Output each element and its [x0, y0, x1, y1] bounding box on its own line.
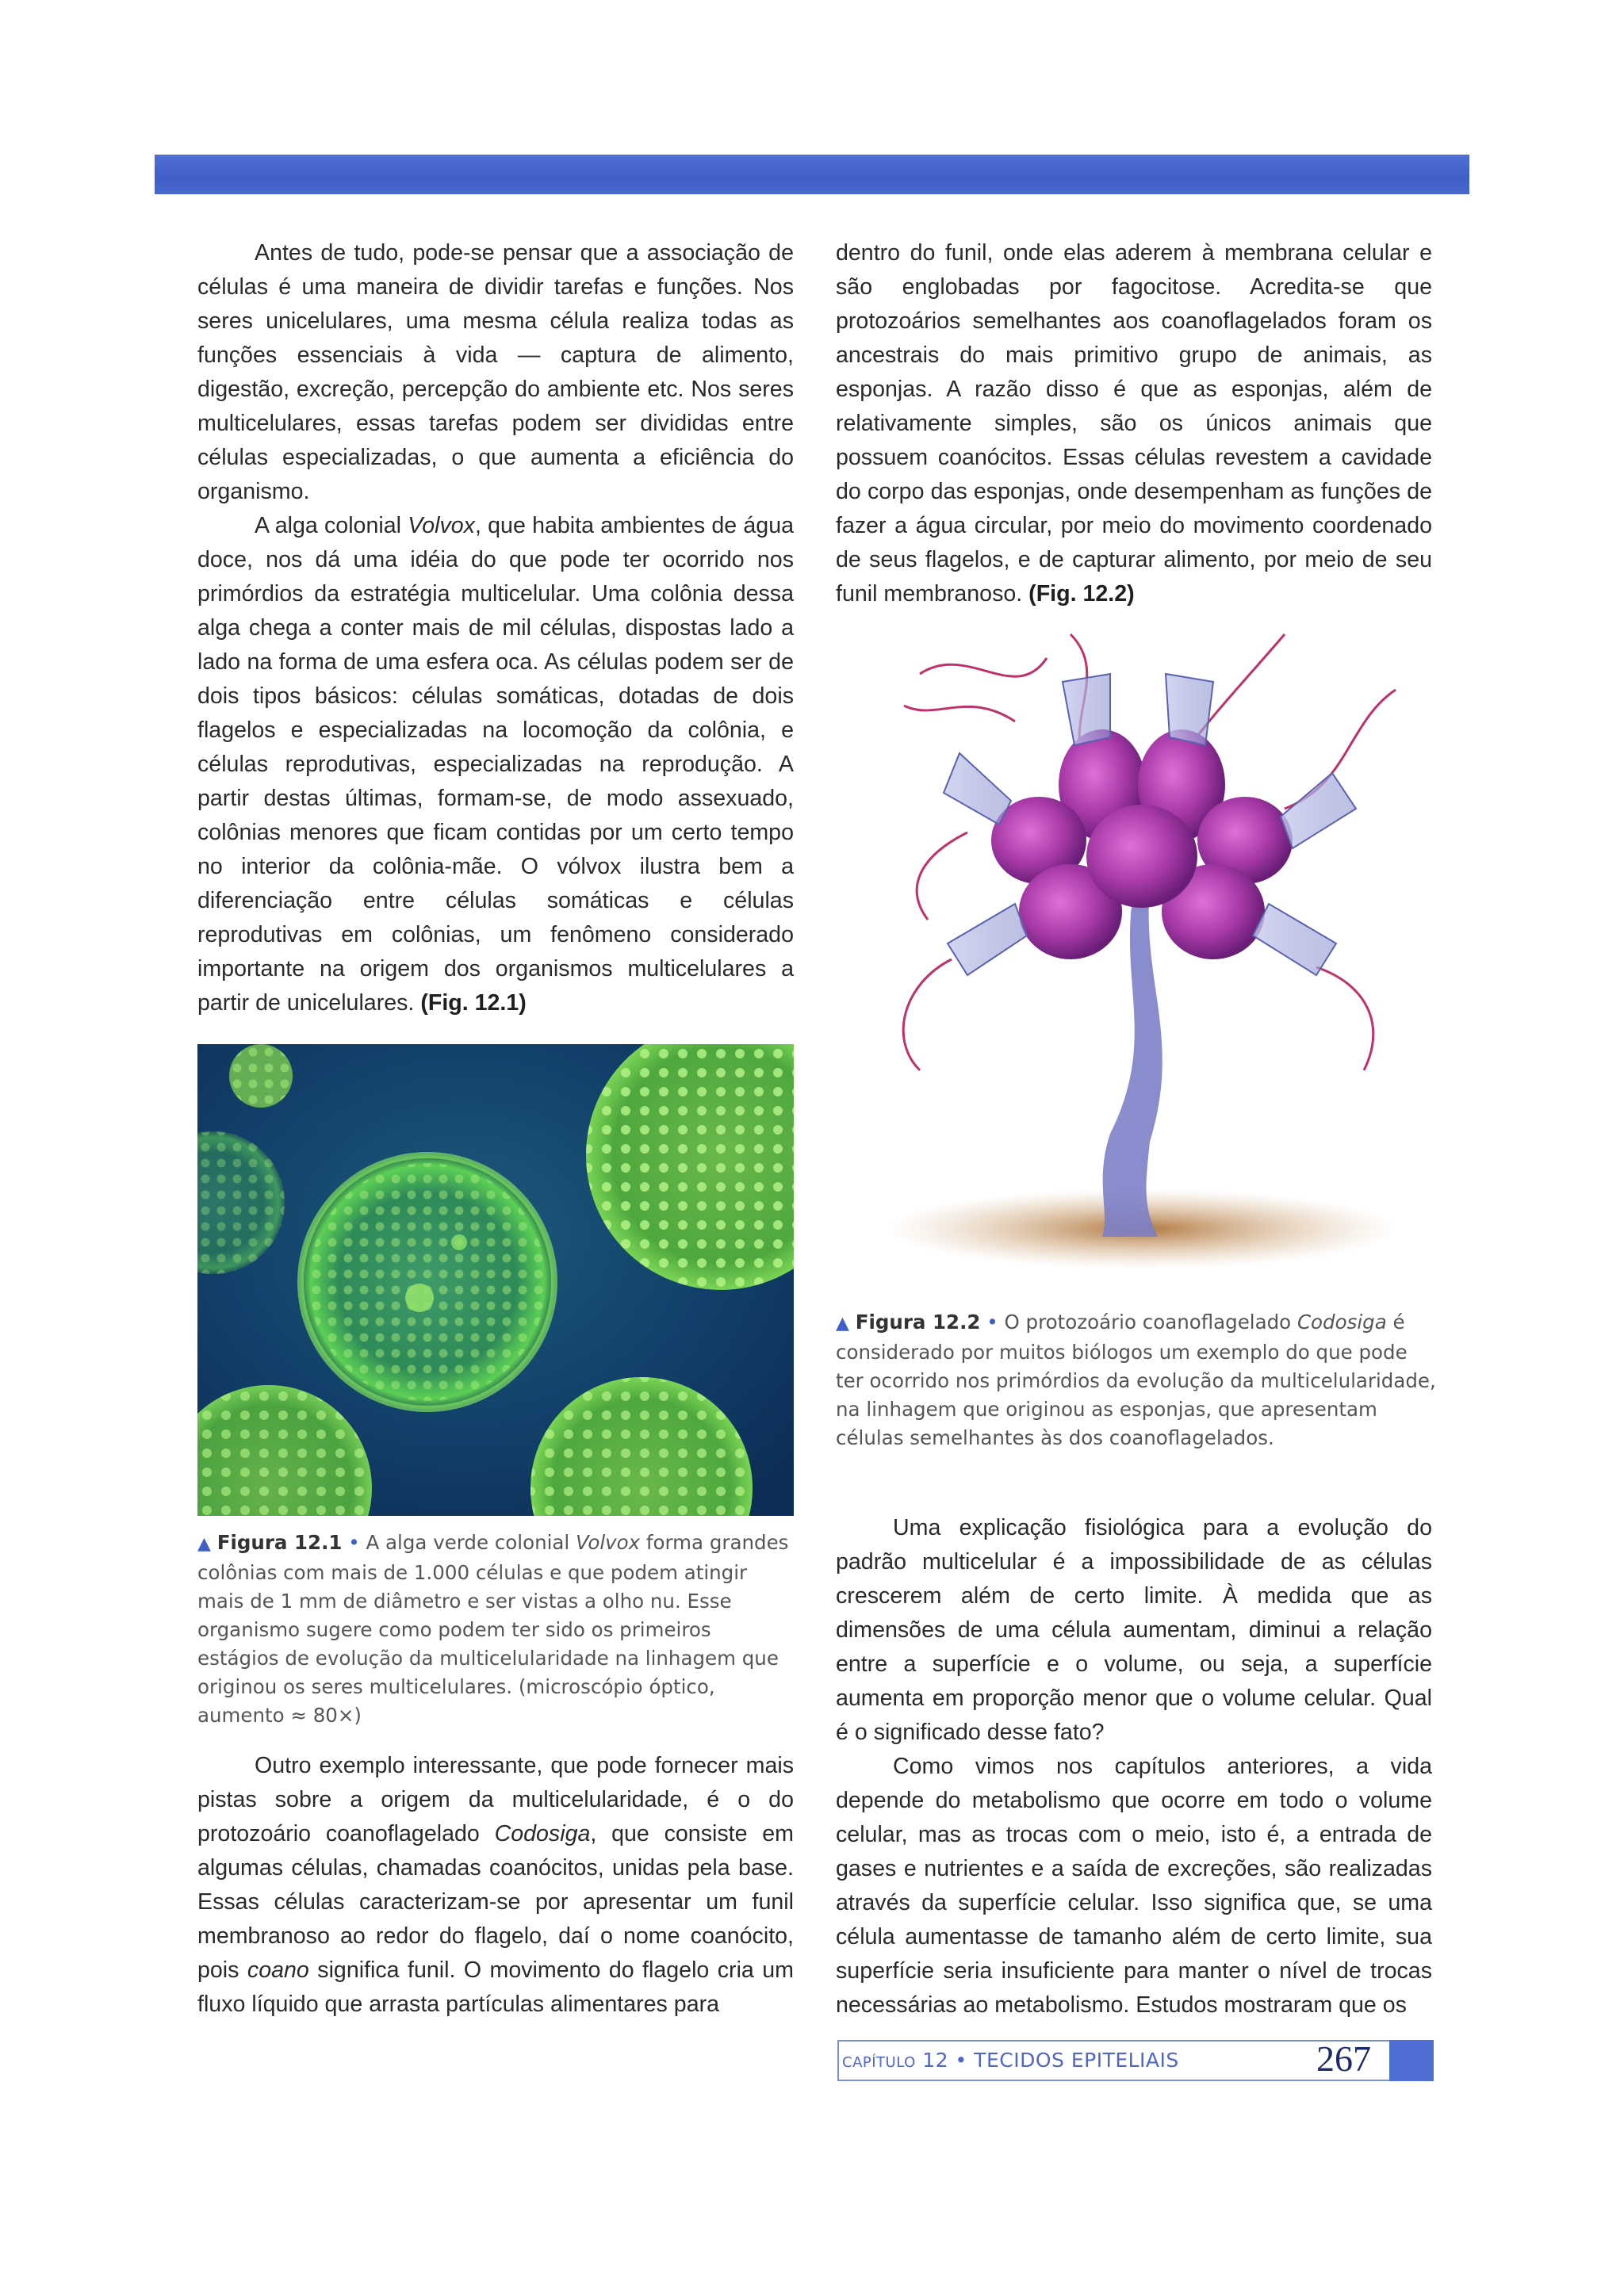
right-column-bottom [836, 1511, 1432, 2022]
paragraph-volvox: A alga colonial Volvox, que habita ambientes de água doce, nos dá uma idéia do que pode ter ocorrido nos primórdios da estratégia multicelular. Uma colônia dessa alga chega a conter mais de mil células, dispostas lado a lado na forma de uma esfera oca. As células podem ser de dois tipos básicos: células somáticas, dotadas de dois flagelos e especializadas na locomoção da colônia, e células reprodutivas, especializadas na reprodução. A partir destas últimas, formam-se, de modo assexuado, colônias menores que ficam contidas por um certo tempo no interior da colônia-mãe. O vólvox ilustra bem a diferenciação entre células somáticas e células reprodutivas em colônias, um fenômeno considerado importante na origem dos organismos multicelulares a partir de unicelulares. (Fig. 12.1) [197, 513, 794, 1016]
bullet-icon: • [348, 1531, 360, 1554]
top-color-band [155, 155, 1469, 194]
caption-triangle-icon: ▲ [197, 1534, 211, 1554]
paragraph-physiology: Uma explicação fisiológica para a evolução do padrão multicelular é a impossibilidade de as células crescerem além de certo limite. À medida que as dimensões de uma célula aumentam, diminui a relação entre a superfície e o volume, ou seja, a superfície aumenta em proporção menor que o volume celular. Qual é o significado desse fato? [836, 1515, 1432, 1745]
paragraph-codosiga: Outro exemplo interessante, que pode fornecer mais pistas sobre a origem da multicelularidade, é o do protozoário coanoflagelado Codosiga, que consiste em algumas células, chamadas coanócitos, unidas pela base. Essas células caracterizam-se por apresentar um funil membranoso ao redor do flagelo, daí o nome coanócito, pois coano significa funil. O movimento do flagelo cria um fluxo líquido que arrasta partículas alimentares para [197, 1753, 794, 2017]
page-number: 267 [1316, 2038, 1371, 2079]
footer-color-block [1389, 2040, 1434, 2081]
figure-12-1-label: Figura 12.1 [216, 1531, 343, 1554]
bullet-icon: • [986, 1311, 998, 1334]
figure-12-1-caption: ▲ Figura 12.1 • A alga verde colonial Volvox forma grandes colônias com mais de 1.000 células e que podem atingir mais de 1 mm de diâmetro e ser vistas a olho nu. Esse organismo sugere como podem ter sido os primeiros estágios de evolução da multicelularidade na linhagem que originou os seres multicelulares. (microscópio óptico, aumento ≈ 80×) [197, 1531, 789, 1727]
paragraph-metabolism: Como vimos nos capítulos anteriores, a vida depende do metabolismo que ocorre em todo o volume celular, mas as trocas com o meio, isto é, a entrada de gases e nutrientes e a saída de excreções, são realizadas através da superfície celular. Isso significa que, se uma célula aumentasse de tamanho além de certo limite, sua superfície seria insuficiente para manter o nível de trocas necessárias ao metabolismo. Estudos mostraram que os [836, 1754, 1432, 2018]
fig-ref-12-2: (Fig. 12.2) [1028, 581, 1135, 607]
codosiga-illustration [872, 626, 1411, 1292]
caption-triangle-icon: ▲ [836, 1314, 849, 1334]
paragraph-funnel: dentro do funil, onde elas aderem à membrana celular e são englobadas por fagocitose. Acredita-se que protozoários semelhantes aos coanoflagelados foram os ancestrais do mais primitivo grupo de animais, as esponjas. A razão disso é que as esponjas, além de relativamente simples, são os únicos animais que possuem coanócitos. Essas células revestem a cavidade do corpo das esponjas, onde desempenham as funções de fazer a água circular, por meio do movimento coordenado de seus flagelos, e de capturar alimento, por meio de seu funil membranoso. (Fig. 12.2) [836, 240, 1432, 607]
left-column-bottom [197, 1749, 794, 2022]
fig-ref-12-1: (Fig. 12.1) [420, 990, 527, 1016]
paragraph-cell-association: Antes de tudo, pode-se pensar que a associação de células é uma maneira de dividir tarefas e funções. Nos seres unicelulares, uma mesma célula realiza todas as funções essenciais à vida — captura de alimento, digestão, excreção, percepção do ambiente etc. Nos seres multicelulares, essas tarefas podem ser divididas entre células especializadas, o que aumenta a eficiência do organismo. [197, 240, 794, 504]
figure-12-2-caption: ▲ Figura 12.2 • O protozoário coanoflagelado Codosiga é considerado por muitos biólogos um exemplo do que pode ter ocorrido nos primórdios da evolução da multicelularidade, na linhagem que originou as esponjas, que apresentam células semelhantes às dos coanoflagelados. [836, 1311, 1436, 1449]
figure-12-2-label: Figura 12.2 [855, 1311, 981, 1334]
right-column-top [836, 236, 1432, 611]
volvox-micrograph [197, 1044, 794, 1516]
left-column-top [197, 236, 794, 1020]
chapter-title: CAPÍTULO 12 • TECIDOS EPITELIAIS [842, 2049, 1179, 2072]
